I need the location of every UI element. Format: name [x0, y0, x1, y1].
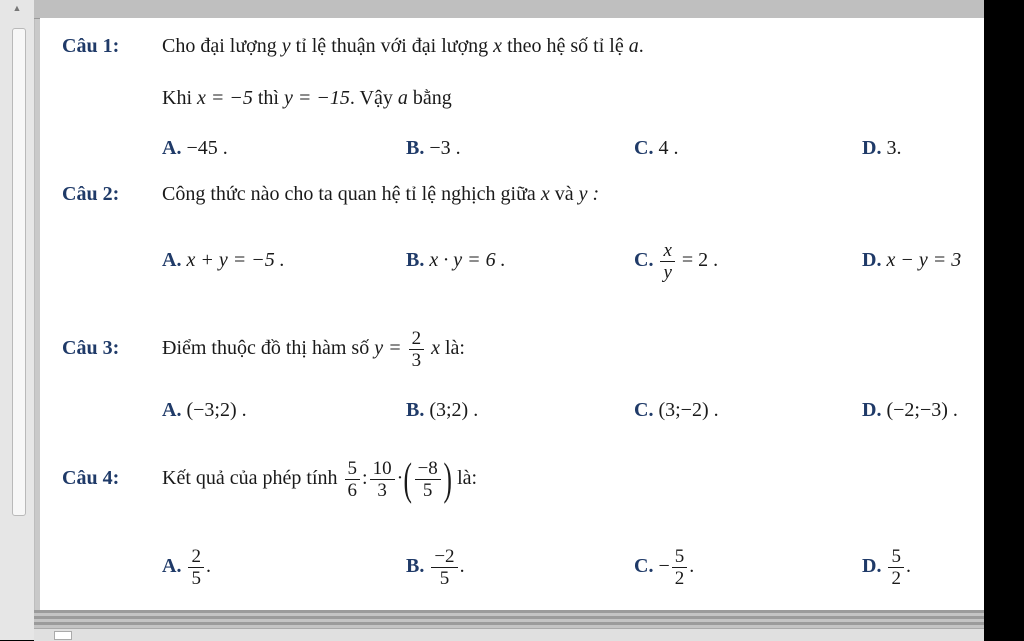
- horizontal-scroll-thumb[interactable]: [54, 631, 72, 640]
- question-3-label: Câu 3:: [62, 337, 120, 359]
- option-letter: A.: [162, 249, 182, 271]
- fraction-numerator: 2: [188, 546, 204, 568]
- question-2-stem: [162, 182, 599, 206]
- option-letter: B.: [406, 399, 425, 421]
- option-letter: D.: [862, 555, 882, 577]
- horizontal-scrollbar[interactable]: [34, 628, 984, 641]
- option-fraction: [431, 546, 457, 589]
- fraction-denominator: 3: [411, 349, 422, 371]
- fraction-numerator: −2: [431, 546, 457, 568]
- option-text: 3.: [886, 137, 902, 159]
- option-text: .: [905, 555, 911, 577]
- q3-end: là:: [444, 337, 465, 359]
- q4-end: là:: [457, 467, 478, 489]
- fraction-numerator: 2: [409, 328, 425, 350]
- question-1-label: Câu 1:: [62, 35, 120, 57]
- fraction-denominator: 2: [674, 567, 685, 589]
- fraction-denominator: 5: [439, 567, 450, 589]
- q1-var-a-2: a: [397, 87, 408, 109]
- q1-cond-y: y = −15: [284, 87, 350, 109]
- q4-fraction-2: [370, 458, 395, 501]
- option-letter: A.: [162, 399, 182, 421]
- vertical-scroll-thumb[interactable]: [12, 28, 26, 516]
- option-fraction: [672, 546, 688, 589]
- q2-option-a[interactable]: [162, 248, 285, 272]
- q1-dot: .: [638, 35, 644, 57]
- fraction-numerator: 5: [345, 458, 361, 480]
- question-2-label: Câu 2:: [62, 183, 120, 205]
- q3-option-d[interactable]: [862, 398, 958, 422]
- option-text: (−2;−3) .: [886, 399, 958, 421]
- q1-var-y: y: [281, 35, 291, 57]
- q4-option-c[interactable]: [634, 540, 694, 592]
- option-letter: C.: [634, 399, 654, 421]
- option-text: .: [689, 555, 695, 577]
- q1-option-b[interactable]: [406, 136, 461, 160]
- question-1-stem: [162, 34, 644, 58]
- q4-option-d[interactable]: [862, 540, 911, 592]
- q2-option-c[interactable]: [634, 236, 718, 284]
- option-sign: −: [658, 555, 670, 577]
- option-letter: B.: [406, 137, 425, 159]
- option-text: (3;2) .: [429, 399, 479, 421]
- question-3-label-wrap: [62, 336, 119, 360]
- fraction-denominator: 2: [891, 567, 901, 589]
- option-text: x − y = 3: [886, 249, 962, 271]
- option-fraction: [660, 240, 674, 283]
- q3-option-c[interactable]: [634, 398, 719, 422]
- question-2-label-wrap: [62, 182, 119, 206]
- fraction-numerator: x: [660, 240, 674, 262]
- option-letter: C.: [634, 137, 654, 159]
- fraction-denominator: 6: [347, 479, 357, 501]
- q1-vay: . Vậy: [349, 87, 393, 109]
- q2-var-x: x: [540, 183, 550, 205]
- option-text: .: [459, 555, 465, 577]
- option-text: .: [205, 555, 211, 577]
- document-page: [40, 18, 984, 610]
- option-text: (−3;2) .: [186, 399, 247, 421]
- q4-fraction-1: [345, 458, 361, 501]
- fraction-numerator: −8: [415, 458, 441, 480]
- fraction-denominator: 3: [377, 479, 387, 501]
- question-3-stem: [162, 322, 465, 374]
- q4-fraction-3: [415, 458, 441, 501]
- option-letter: B.: [406, 555, 425, 577]
- option-text: x + y = −5 .: [186, 249, 285, 271]
- question-4-label-wrap: [62, 466, 119, 490]
- fraction-numerator: 5: [888, 546, 904, 568]
- fraction-denominator: 5: [191, 567, 201, 589]
- q1-option-c[interactable]: [634, 136, 678, 160]
- fraction-denominator: 5: [422, 479, 433, 501]
- option-text: (3;−2) .: [658, 399, 719, 421]
- option-letter: C.: [634, 249, 654, 271]
- top-page-edge: [34, 0, 984, 19]
- q2-and: và: [554, 183, 574, 205]
- q1-text-end: theo hệ số tỉ lệ: [507, 35, 624, 57]
- q3-eq-left: y =: [374, 337, 402, 359]
- q3-fraction: [409, 328, 425, 371]
- option-text: x · y = 6 .: [429, 249, 506, 271]
- q2-text: Công thức nào cho ta quan hệ tỉ lệ nghịch giữa: [162, 183, 536, 205]
- q4-operator-divide: :: [362, 467, 368, 489]
- q1-thi: thì: [257, 87, 279, 109]
- fraction-numerator: 5: [672, 546, 688, 568]
- option-text: 4 .: [658, 137, 679, 159]
- right-paren-icon: ): [443, 453, 452, 505]
- q1-var-a: a: [628, 35, 639, 57]
- vertical-scrollbar[interactable]: [0, 0, 35, 640]
- question-1-line-1: [62, 34, 119, 58]
- option-fraction: [188, 546, 204, 589]
- q2-var-y: y :: [578, 183, 600, 205]
- q4-option-b[interactable]: [406, 540, 465, 592]
- left-paren-icon: (: [403, 453, 413, 505]
- option-text: −3 .: [429, 137, 461, 159]
- option-letter: A.: [162, 137, 182, 159]
- option-fraction: [888, 546, 904, 589]
- q3-option-b[interactable]: [406, 398, 478, 422]
- q3-text: Điểm thuộc đồ thị hàm số: [162, 337, 370, 359]
- q4-option-a[interactable]: [162, 540, 211, 592]
- option-letter: D.: [862, 137, 882, 159]
- q4-text: Kết quả của phép tính: [162, 467, 338, 489]
- q2-option-d[interactable]: [862, 248, 961, 272]
- q1-bang: bằng: [412, 87, 452, 109]
- q1-cond-x: x = −5: [197, 87, 253, 109]
- option-letter: A.: [162, 555, 182, 577]
- q2-option-b[interactable]: [406, 248, 506, 272]
- q1-text: Cho đại lượng: [162, 35, 277, 57]
- option-letter: B.: [406, 249, 425, 271]
- option-letter: C.: [634, 555, 654, 577]
- q1-khi: Khi: [162, 87, 192, 109]
- option-text: = 2 .: [681, 249, 719, 271]
- option-text: −45 .: [186, 137, 228, 159]
- q1-option-d[interactable]: [862, 136, 901, 160]
- question-4-stem: [162, 452, 477, 504]
- q4-operator-multiply: ·: [396, 467, 404, 489]
- fraction-denominator: y: [663, 261, 672, 283]
- q3-eq-right: x: [431, 337, 440, 359]
- q1-option-a[interactable]: [162, 136, 228, 160]
- q1-var-x: x: [493, 35, 503, 57]
- option-letter: D.: [862, 249, 882, 271]
- question-1-condition: [162, 86, 452, 110]
- scroll-up-arrow-icon[interactable]: ▲: [12, 3, 22, 13]
- q3-option-a[interactable]: [162, 398, 247, 422]
- option-letter: D.: [862, 399, 882, 421]
- q1-text-mid: tỉ lệ thuận với đại lượng: [295, 35, 489, 57]
- fraction-numerator: 10: [370, 458, 395, 480]
- question-4-label: Câu 4:: [62, 467, 120, 489]
